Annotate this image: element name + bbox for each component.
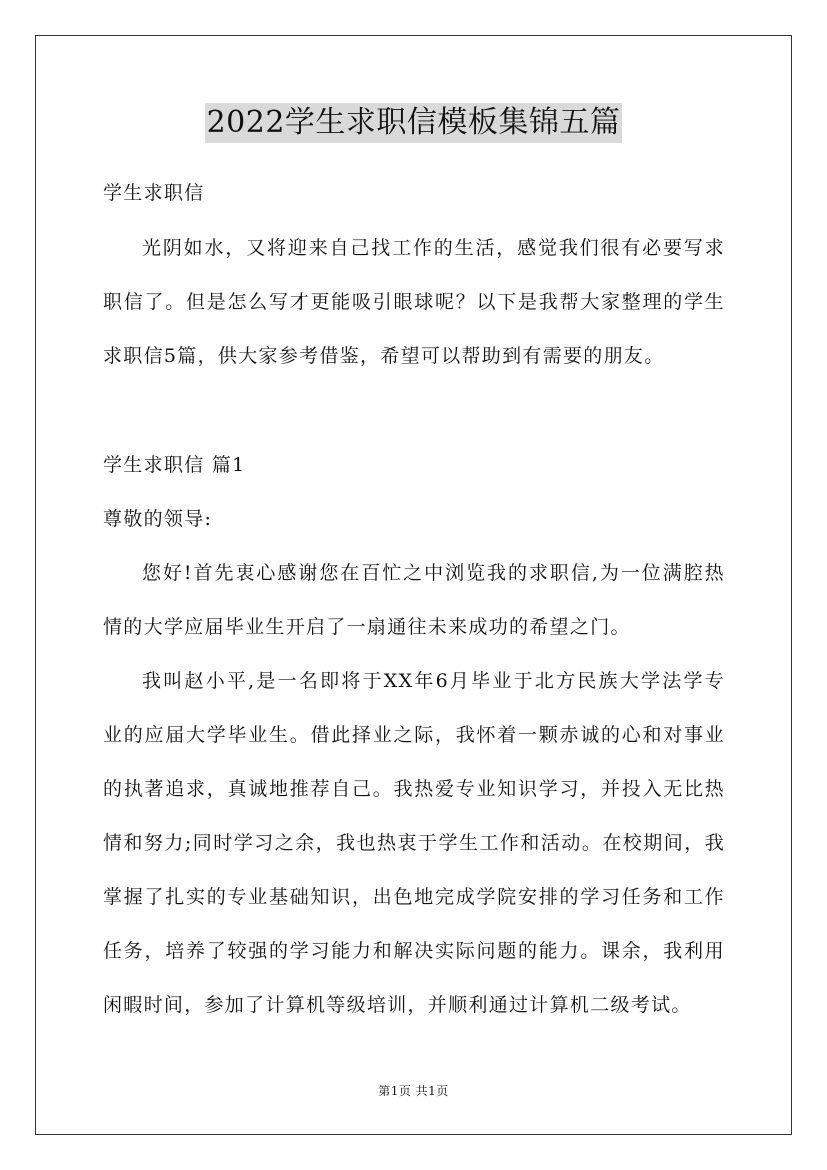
intro-line: 光阴如水，又将迎来自己找工作的生活，感觉我们很有必要写求 xyxy=(142,237,725,259)
article-heading: 学生求职信 篇1 xyxy=(103,454,246,476)
paragraph-line: 业的应届大学毕业生。借此择业之际，我怀着一颗赤诚的心和对事业 xyxy=(103,724,725,746)
paragraph-line: 闲暇时间，参加了计算机等级培训，并顺利通过计算机二级考试。 xyxy=(103,994,692,1016)
section-heading: 学生求职信 xyxy=(103,182,205,204)
paragraph-line: 我叫赵小平,是一名即将于XX年6月毕业于北方民族大学法学专 xyxy=(142,670,725,692)
paragraph-line: 掌握了扎实的专业基础知识，出色地完成学院安排的学习任务和工作 xyxy=(103,886,725,908)
page-number-footer: 第1页 共1页 xyxy=(378,1084,449,1098)
paragraph-line: 情的大学应届毕业生开启了一扇通往未来成功的希望之门。 xyxy=(103,616,631,638)
salutation: 尊敬的领导: xyxy=(103,508,213,530)
paragraph-line: 的执著追求，真诚地推荐自己。我热爱专业知识学习，并投入无比热 xyxy=(103,778,725,800)
intro-line: 职信了。但是怎么写才更能吸引眼球呢？以下是我帮大家整理的学生 xyxy=(103,291,725,313)
document-title: 2022学生求职信模板集锦五篇 xyxy=(205,103,623,143)
paragraph-line: 情和努力;同时学习之余，我也热衷于学生工作和活动。在校期间，我 xyxy=(103,832,725,854)
title-container xyxy=(0,103,827,143)
paragraph-line: 您好!首先衷心感谢您在百忙之中浏览我的求职信,为一位满腔热 xyxy=(142,562,725,584)
paragraph-line: 任务，培养了较强的学习能力和解决实际问题的能力。课余，我利用 xyxy=(103,940,725,962)
intro-line: 求职信5篇，供大家参考借鉴，希望可以帮助到有需要的朋友。 xyxy=(103,345,665,367)
